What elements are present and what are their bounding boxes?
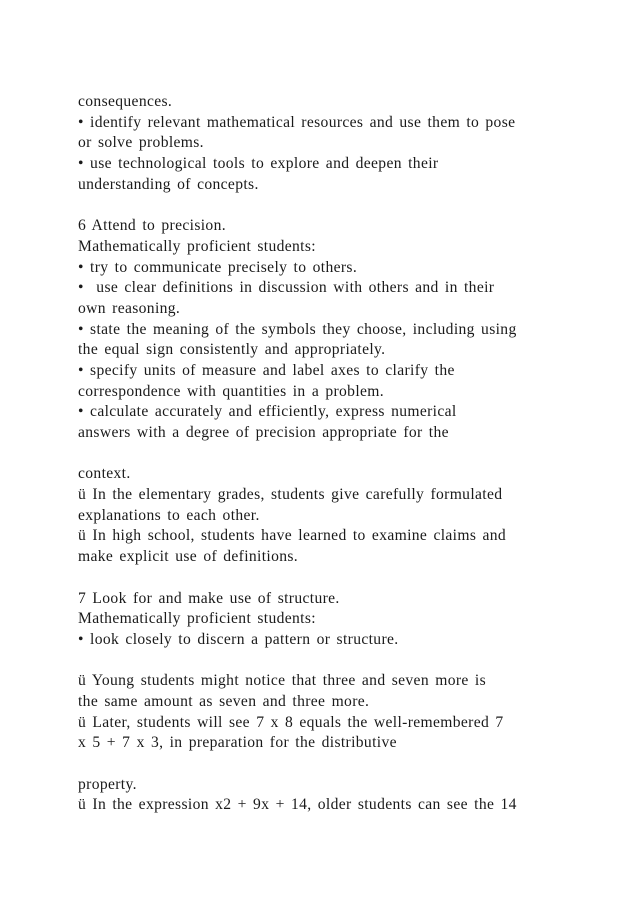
- text-line: correspondence with quantities in a problem.: [78, 382, 385, 400]
- text-line: • specify units of measure and label axes to clarify the: [78, 361, 455, 379]
- blank-line: [78, 754, 558, 775]
- text-line: make explicit use of definitions.: [78, 548, 299, 566]
- document-body: [78, 92, 558, 816]
- blank-line: [78, 195, 558, 216]
- text-line: property.: [78, 775, 137, 793]
- text-line: the equal sign consistently and appropriately.: [78, 341, 386, 359]
- text-line: • try to communicate precisely to others.: [78, 258, 358, 276]
- blank-line: [78, 568, 558, 589]
- text-line: • calculate accurately and efficiently, express numerical: [78, 403, 457, 421]
- text-line: the same amount as seven and three more.: [78, 692, 370, 710]
- text-line: x 5 + 7 x 3, in preparation for the distributive: [78, 734, 397, 752]
- text-line: • use clear definitions in discussion with others and in their: [78, 279, 495, 297]
- section-heading: 6 Attend to precision.: [78, 217, 226, 235]
- text-line: or solve problems.: [78, 134, 204, 152]
- text-line: Mathematically proficient students:: [78, 610, 316, 628]
- text-line: ü In the elementary grades, students give carefully formulated: [78, 486, 503, 504]
- text-line: • state the meaning of the symbols they choose, including using: [78, 320, 517, 338]
- text-line: ü Later, students will see 7 x 8 equals the well-remembered 7: [78, 713, 504, 731]
- text-line: ü In the expression x2 + 9x + 14, older students can see the 14: [78, 796, 517, 814]
- text-line: ü Young students might notice that three and seven more is: [78, 672, 487, 690]
- text-line: answers with a degree of precision appropriate for the: [78, 424, 449, 441]
- text-line: ü In high school, students have learned to examine claims and: [78, 527, 507, 545]
- text-line: explanations to each other.: [78, 506, 260, 524]
- text-line: understanding of concepts.: [78, 175, 259, 193]
- text-line: • look closely to discern a pattern or structure.: [78, 630, 399, 648]
- text-line: consequences.: [78, 93, 173, 110]
- blank-line: [78, 651, 558, 672]
- text-line: • use technological tools to explore and deepen their: [78, 155, 439, 173]
- text-line: own reasoning.: [78, 299, 181, 317]
- blank-line: [78, 444, 558, 465]
- text-line: context.: [78, 465, 131, 483]
- section-heading: 7 Look for and make use of structure.: [78, 589, 340, 607]
- text-line: • identify relevant mathematical resources and use them to pose: [78, 113, 516, 131]
- text-line: Mathematically proficient students:: [78, 237, 316, 255]
